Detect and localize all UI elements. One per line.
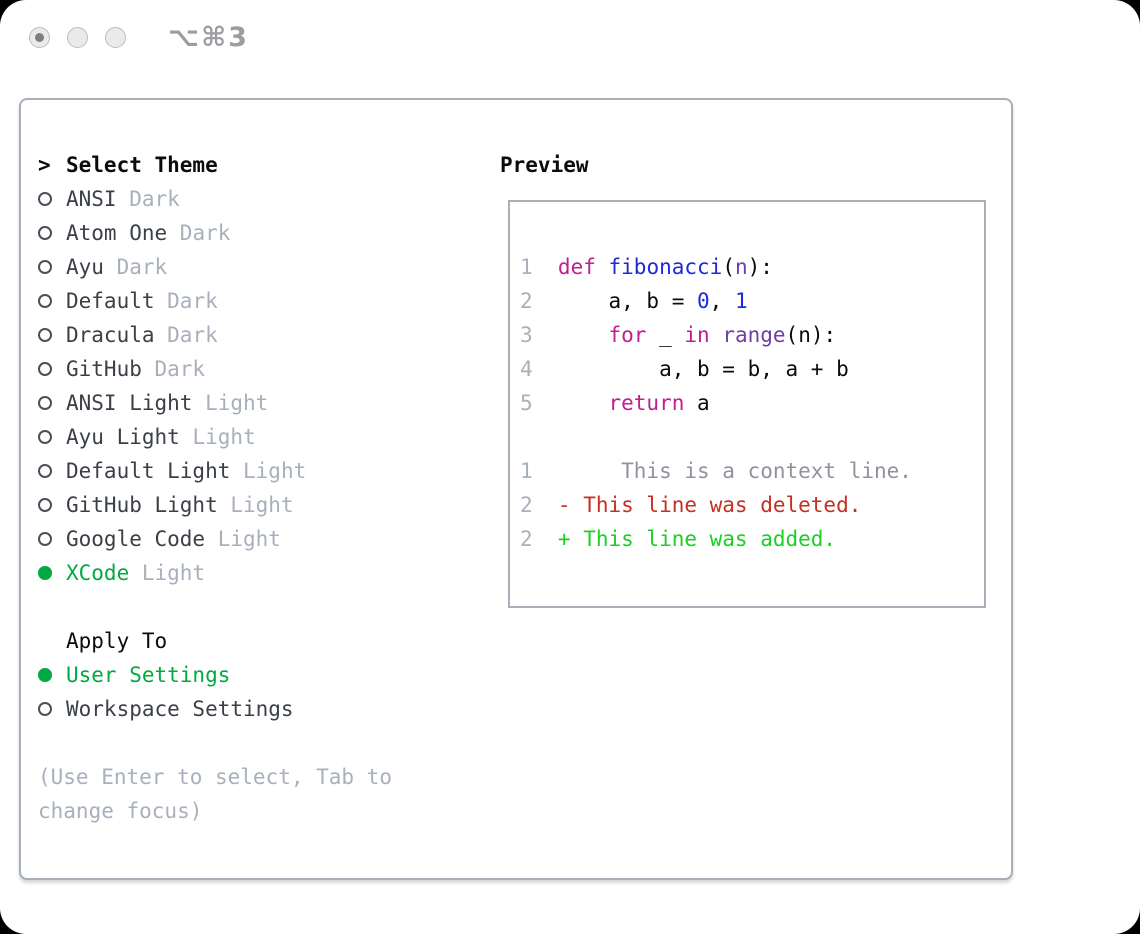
code-line: 4 a, b = b, a + b	[520, 357, 849, 381]
theme-option-label: Atom One	[66, 221, 168, 245]
theme-option-label: Ayu Light	[66, 425, 180, 449]
apply-option-label: User Settings	[66, 663, 231, 687]
theme-variant-badge: Dark	[154, 289, 218, 313]
radio-icon	[38, 430, 52, 444]
theme-variant-badge: Dark	[141, 357, 206, 381]
theme-option[interactable]	[38, 420, 306, 454]
window-close-button[interactable]	[29, 27, 50, 48]
theme-variant-badge: Light	[179, 425, 256, 449]
radio-icon	[38, 192, 52, 206]
code-preview	[520, 250, 912, 556]
code-line: 2 + This line was added.	[520, 527, 837, 551]
code-line: 2 a, b = 0 , 1	[520, 289, 748, 313]
apply-option[interactable]	[38, 658, 294, 692]
apply-to-title: Apply To	[66, 629, 168, 653]
code-line: 5 return a	[520, 391, 710, 415]
theme-option-label: GitHub Light	[66, 493, 218, 517]
theme-variant-badge: Dark	[103, 255, 168, 279]
theme-variant-badge: Light	[205, 527, 281, 551]
theme-option-label: ANSI	[66, 187, 117, 211]
code-line: 2 - This line was deleted.	[520, 493, 862, 517]
line-number: 5	[520, 391, 533, 415]
line-number: 1	[520, 255, 533, 279]
line-number: 2	[520, 493, 533, 517]
theme-list	[38, 148, 306, 590]
preview-title: Preview	[500, 153, 589, 177]
theme-option[interactable]	[38, 386, 306, 420]
theme-option-label: XCode	[66, 561, 130, 585]
traffic-lights	[29, 27, 126, 48]
theme-option-label: Default	[66, 289, 155, 313]
apply-option[interactable]	[38, 692, 294, 726]
radio-icon	[38, 328, 52, 342]
theme-variant-badge: Light	[230, 459, 307, 483]
theme-option[interactable]	[38, 216, 306, 250]
select-theme-header	[38, 148, 306, 182]
radio-icon	[38, 702, 52, 716]
theme-option[interactable]	[38, 522, 306, 556]
theme-picker-panel	[19, 98, 1013, 880]
theme-option-label: GitHub	[66, 357, 142, 381]
radio-icon	[38, 532, 52, 546]
close-dot-icon	[35, 33, 44, 42]
radio-icon	[38, 294, 52, 308]
theme-variant-badge: Light	[129, 561, 206, 585]
radio-icon	[38, 498, 52, 512]
theme-variant-badge: Dark	[167, 221, 231, 245]
theme-option[interactable]	[38, 250, 306, 284]
radio-icon	[38, 226, 52, 240]
code-line: 1 def fibonacci ( n ):	[520, 255, 773, 279]
code-line: 3 for _ in range (n):	[520, 323, 837, 347]
radio-icon	[38, 566, 52, 580]
theme-option-label: Dracula	[66, 323, 155, 347]
window-zoom-button[interactable]	[105, 27, 126, 48]
theme-option-label: Ayu	[66, 255, 104, 279]
window-minimize-button[interactable]	[67, 27, 88, 48]
apply-to-header	[38, 624, 294, 658]
code-line: 1 This is a context line.	[520, 459, 912, 483]
theme-option[interactable]	[38, 284, 306, 318]
theme-variant-badge: Light	[217, 493, 294, 517]
theme-variant-badge: Dark	[154, 323, 218, 347]
theme-option[interactable]	[38, 182, 306, 216]
radio-icon	[38, 464, 52, 478]
theme-option-label: Google Code	[66, 527, 206, 551]
theme-option-label: ANSI Light	[66, 391, 193, 415]
line-number: 3	[520, 323, 533, 347]
radio-icon	[38, 668, 52, 682]
line-number: 4	[520, 357, 533, 381]
select-theme-title: Select Theme	[66, 153, 218, 177]
line-number: 1	[520, 459, 533, 483]
code-line	[520, 420, 912, 454]
apply-to-options	[38, 658, 294, 726]
radio-icon	[38, 362, 52, 376]
theme-option[interactable]	[38, 318, 306, 352]
radio-icon	[38, 396, 52, 410]
apply-option-label: Workspace Settings	[66, 697, 294, 721]
keyboard-shortcut-label: ⌥⌘3	[168, 22, 249, 53]
theme-option[interactable]	[38, 488, 306, 522]
theme-option-label: Default Light	[66, 459, 231, 483]
theme-option[interactable]	[38, 352, 306, 386]
line-number: 2	[520, 289, 533, 313]
prompt-icon: >	[38, 153, 51, 177]
theme-options	[38, 182, 306, 590]
theme-option[interactable]	[38, 454, 306, 488]
theme-variant-badge: Light	[192, 391, 269, 415]
theme-option[interactable]	[38, 556, 306, 590]
apply-to-section	[38, 624, 294, 726]
theme-variant-badge: Dark	[116, 187, 180, 211]
line-number: 2	[520, 527, 533, 551]
usage-hint: (Use Enter to select, Tab to change focus)	[38, 765, 393, 823]
radio-icon	[38, 260, 52, 274]
